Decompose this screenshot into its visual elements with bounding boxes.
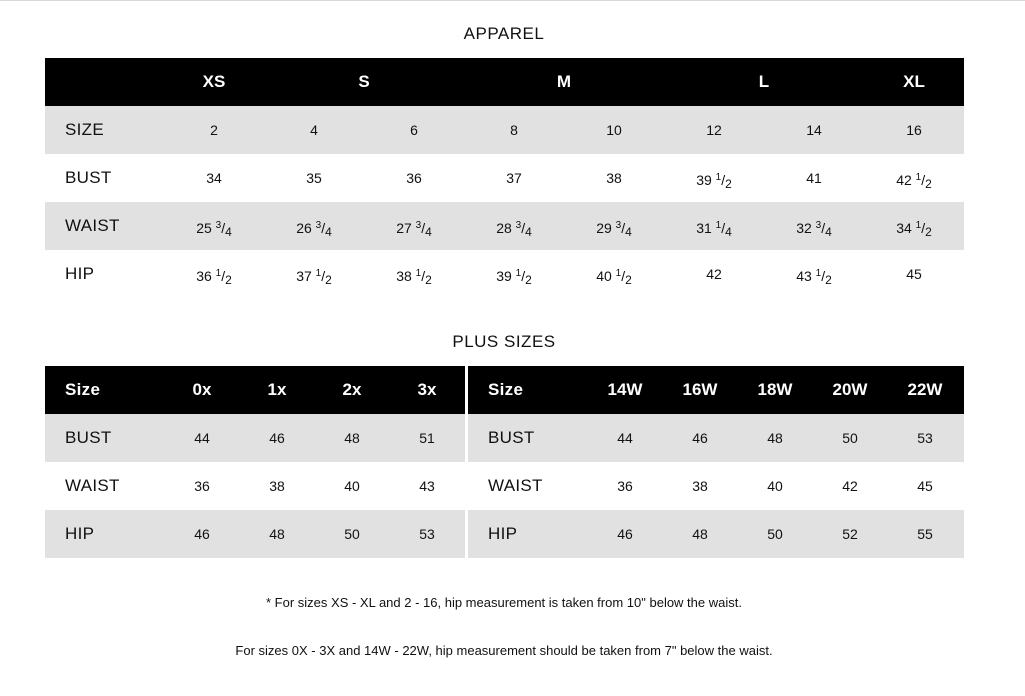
measurement-cell	[284, 202, 344, 256]
plus-size-2x: 2x	[342, 380, 362, 399]
plus-right-row-hip	[468, 510, 964, 558]
fraction-slash: /	[421, 220, 426, 236]
fraction-slash: /	[821, 220, 826, 236]
whole-number: 41	[806, 170, 822, 186]
measurement-cell	[584, 202, 644, 256]
whole-number: 35	[306, 170, 322, 186]
whole-number: 43	[796, 268, 812, 284]
fraction-denominator: 2	[625, 273, 632, 287]
fraction-denominator: 2	[725, 177, 732, 191]
measurement-cell	[384, 202, 444, 256]
fraction-slash: /	[621, 268, 626, 284]
fraction	[512, 268, 532, 287]
fraction	[612, 220, 632, 239]
plus-size-1x: 1x	[267, 380, 287, 399]
measurement-cell	[484, 106, 544, 154]
whole-number: 27	[396, 220, 412, 236]
apparel-row-bust	[45, 154, 964, 202]
fraction	[312, 268, 332, 287]
fraction-denominator: 4	[225, 225, 232, 239]
fraction-numerator: 3	[315, 220, 322, 231]
measurement-cell	[884, 202, 944, 256]
measurement-cell	[284, 250, 344, 304]
measurement-cell: 45	[917, 478, 933, 494]
whole-number: 4	[310, 122, 318, 138]
fraction-denominator: 4	[825, 225, 832, 239]
fraction	[912, 172, 932, 191]
measurement-cell	[784, 106, 844, 154]
measurement-cell	[884, 106, 944, 154]
whole-number: 36	[196, 268, 212, 284]
fraction-numerator: 1	[915, 172, 922, 183]
whole-number: 42	[706, 266, 722, 282]
fraction-numerator: 3	[815, 220, 822, 231]
measurement-cell	[884, 154, 944, 208]
measurement-cell	[384, 154, 444, 202]
fraction-slash: /	[221, 268, 226, 284]
fraction-numerator: 1	[515, 268, 522, 279]
apparel-row-waist	[45, 202, 964, 250]
fraction-numerator: 1	[315, 268, 322, 279]
fraction-slash: /	[521, 220, 526, 236]
fraction-denominator: 2	[325, 273, 332, 287]
fraction-numerator: 1	[715, 172, 722, 183]
whole-number: 45	[906, 266, 922, 282]
whole-number: 28	[496, 220, 512, 236]
row-label: SIZE	[65, 120, 104, 139]
measurement-cell: 40	[767, 478, 783, 494]
plus-size-0x: 0x	[192, 380, 212, 399]
whole-number: 37	[506, 170, 522, 186]
measurement-cell	[684, 250, 744, 298]
fraction-slash: /	[221, 220, 226, 236]
measurement-cell: 36	[194, 478, 210, 494]
plus-x-header-label: Size	[65, 380, 101, 399]
measurement-cell: 51	[419, 430, 435, 446]
measurement-cell	[684, 202, 744, 256]
letter-size-s: S	[358, 72, 370, 91]
whole-number: 34	[206, 170, 222, 186]
measurement-cell	[484, 202, 544, 256]
fraction-numerator: 1	[715, 220, 722, 231]
row-label: BUST	[488, 428, 535, 447]
plus-right-row-waist	[468, 462, 964, 510]
fraction-denominator: 4	[725, 225, 732, 239]
measurement-cell: 53	[917, 430, 933, 446]
whole-number: 34	[896, 220, 912, 236]
plus-size-22w: 22W	[907, 380, 943, 399]
whole-number: 39	[696, 172, 712, 188]
fraction-denominator: 2	[925, 225, 932, 239]
fraction-slash: /	[821, 268, 826, 284]
plus-size-16w: 16W	[682, 380, 718, 399]
plus-size-table-w	[468, 366, 964, 558]
whole-number: 31	[696, 220, 712, 236]
whole-number: 10	[606, 122, 622, 138]
measurement-cell: 46	[194, 526, 210, 542]
whole-number: 42	[896, 172, 912, 188]
fraction	[712, 172, 732, 191]
measurement-cell	[584, 250, 644, 304]
fraction-numerator: 1	[915, 220, 922, 231]
measurement-cell: 48	[767, 430, 783, 446]
measurement-cell: 46	[692, 430, 708, 446]
whole-number: 39	[496, 268, 512, 284]
measurement-cell	[184, 106, 244, 154]
fraction-numerator: 3	[515, 220, 522, 231]
measurement-cell	[384, 106, 444, 154]
fraction	[212, 220, 232, 239]
measurement-cell: 50	[767, 526, 783, 542]
measurement-cell: 48	[344, 430, 360, 446]
fraction-slash: /	[321, 220, 326, 236]
whole-number: 12	[706, 122, 722, 138]
measurement-cell: 53	[419, 526, 435, 542]
measurement-cell	[184, 154, 244, 202]
fraction-denominator: 4	[525, 225, 532, 239]
measurement-cell: 50	[842, 430, 858, 446]
apparel-header-row	[45, 58, 964, 106]
fraction-slash: /	[321, 268, 326, 284]
fraction-slash: /	[721, 220, 726, 236]
measurement-cell: 48	[692, 526, 708, 542]
measurement-cell	[384, 250, 444, 304]
measurement-cell: 44	[194, 430, 210, 446]
plus-sizes-title: PLUS SIZES	[452, 332, 556, 351]
row-label: WAIST	[65, 476, 120, 495]
row-label: HIP	[488, 524, 518, 543]
plus-size-3x: 3x	[417, 380, 437, 399]
measurement-cell	[884, 250, 944, 298]
fraction-denominator: 4	[625, 225, 632, 239]
fraction	[812, 268, 832, 287]
whole-number: 29	[596, 220, 612, 236]
fraction	[612, 268, 632, 287]
plus-w-header-label: Size	[488, 380, 524, 399]
row-label: BUST	[65, 428, 112, 447]
row-label: HIP	[65, 264, 95, 283]
measurement-cell: 48	[269, 526, 285, 542]
letter-size-xs: XS	[202, 72, 226, 91]
fraction	[712, 220, 732, 239]
plus-right-row-bust	[468, 414, 964, 462]
fraction	[812, 220, 832, 239]
apparel-row-size	[45, 106, 964, 154]
plus-size-20w: 20W	[832, 380, 868, 399]
fraction-slash: /	[521, 268, 526, 284]
measurement-cell: 40	[344, 478, 360, 494]
fraction	[912, 220, 932, 239]
measurement-cell	[184, 250, 244, 304]
whole-number: 26	[296, 220, 312, 236]
whole-number: 25	[196, 220, 212, 236]
whole-number: 6	[410, 122, 418, 138]
fraction-slash: /	[921, 172, 926, 188]
letter-size-m: M	[556, 72, 572, 91]
letter-size-xl: XL	[903, 72, 925, 91]
plus-w-header-row	[468, 366, 964, 414]
fraction-slash: /	[921, 220, 926, 236]
measurement-cell	[784, 154, 844, 202]
plus-left-row-bust	[45, 414, 465, 462]
row-label: WAIST	[488, 476, 543, 495]
fraction-denominator: 2	[425, 273, 432, 287]
fraction-denominator: 2	[225, 273, 232, 287]
fraction-denominator: 4	[425, 225, 432, 239]
fraction-numerator: 1	[415, 268, 422, 279]
fraction-denominator: 2	[925, 177, 932, 191]
hip-note-plus: For sizes 0X - 3X and 14W - 22W, hip measurement should be taken from 7" below the waist.	[235, 643, 773, 658]
measurement-cell: 46	[269, 430, 285, 446]
fraction-numerator: 1	[215, 268, 222, 279]
row-label: HIP	[65, 524, 95, 543]
fraction-slash: /	[621, 220, 626, 236]
top-divider	[0, 0, 1025, 1]
fraction-denominator: 2	[825, 273, 832, 287]
measurement-cell	[584, 154, 644, 202]
measurement-cell	[184, 202, 244, 256]
measurement-cell	[284, 154, 344, 202]
fraction-numerator: 1	[615, 268, 622, 279]
hip-note-apparel: * For sizes XS - XL and 2 - 16, hip measurement is taken from 10" below the waist.	[266, 595, 742, 610]
fraction-numerator: 3	[615, 220, 622, 231]
fraction-denominator: 2	[525, 273, 532, 287]
fraction	[412, 220, 432, 239]
measurement-cell	[284, 106, 344, 154]
measurement-cell	[484, 250, 544, 304]
apparel-row-hip	[45, 250, 964, 298]
measurement-cell	[784, 250, 844, 304]
fraction	[512, 220, 532, 239]
row-label: WAIST	[65, 216, 120, 235]
plus-left-row-hip	[45, 510, 465, 558]
letter-size-l: L	[758, 72, 770, 91]
whole-number: 14	[806, 122, 822, 138]
plus-x-header-row	[45, 366, 465, 414]
fraction-numerator: 3	[415, 220, 422, 231]
measurement-cell: 46	[617, 526, 633, 542]
measurement-cell	[784, 202, 844, 256]
whole-number: 36	[406, 170, 422, 186]
whole-number: 38	[606, 170, 622, 186]
measurement-cell: 44	[617, 430, 633, 446]
plus-size-table-x	[45, 366, 465, 558]
whole-number: 32	[796, 220, 812, 236]
whole-number: 37	[296, 268, 312, 284]
whole-number: 16	[906, 122, 922, 138]
measurement-cell	[684, 106, 744, 154]
measurement-cell	[484, 154, 544, 202]
apparel-title: APPAREL	[463, 24, 545, 43]
plus-left-row-waist	[45, 462, 465, 510]
fraction	[312, 220, 332, 239]
fraction-slash: /	[721, 172, 726, 188]
measurement-cell: 43	[419, 478, 435, 494]
fraction-numerator: 3	[215, 220, 222, 231]
measurement-cell: 42	[842, 478, 858, 494]
whole-number: 8	[510, 122, 518, 138]
whole-number: 40	[596, 268, 612, 284]
measurement-cell	[684, 154, 744, 208]
measurement-cell	[584, 106, 644, 154]
measurement-cell: 55	[917, 526, 933, 542]
whole-number: 38	[396, 268, 412, 284]
fraction-slash: /	[421, 268, 426, 284]
plus-size-18w: 18W	[757, 380, 793, 399]
apparel-size-table	[45, 58, 964, 298]
measurement-cell: 52	[842, 526, 858, 542]
plus-size-14w: 14W	[607, 380, 643, 399]
whole-number: 2	[210, 122, 218, 138]
fraction	[212, 268, 232, 287]
measurement-cell: 38	[269, 478, 285, 494]
measurement-cell: 50	[344, 526, 360, 542]
fraction-numerator: 1	[815, 268, 822, 279]
fraction	[412, 268, 432, 287]
fraction-denominator: 4	[325, 225, 332, 239]
row-label: BUST	[65, 168, 112, 187]
measurement-cell: 36	[617, 478, 633, 494]
measurement-cell: 38	[692, 478, 708, 494]
